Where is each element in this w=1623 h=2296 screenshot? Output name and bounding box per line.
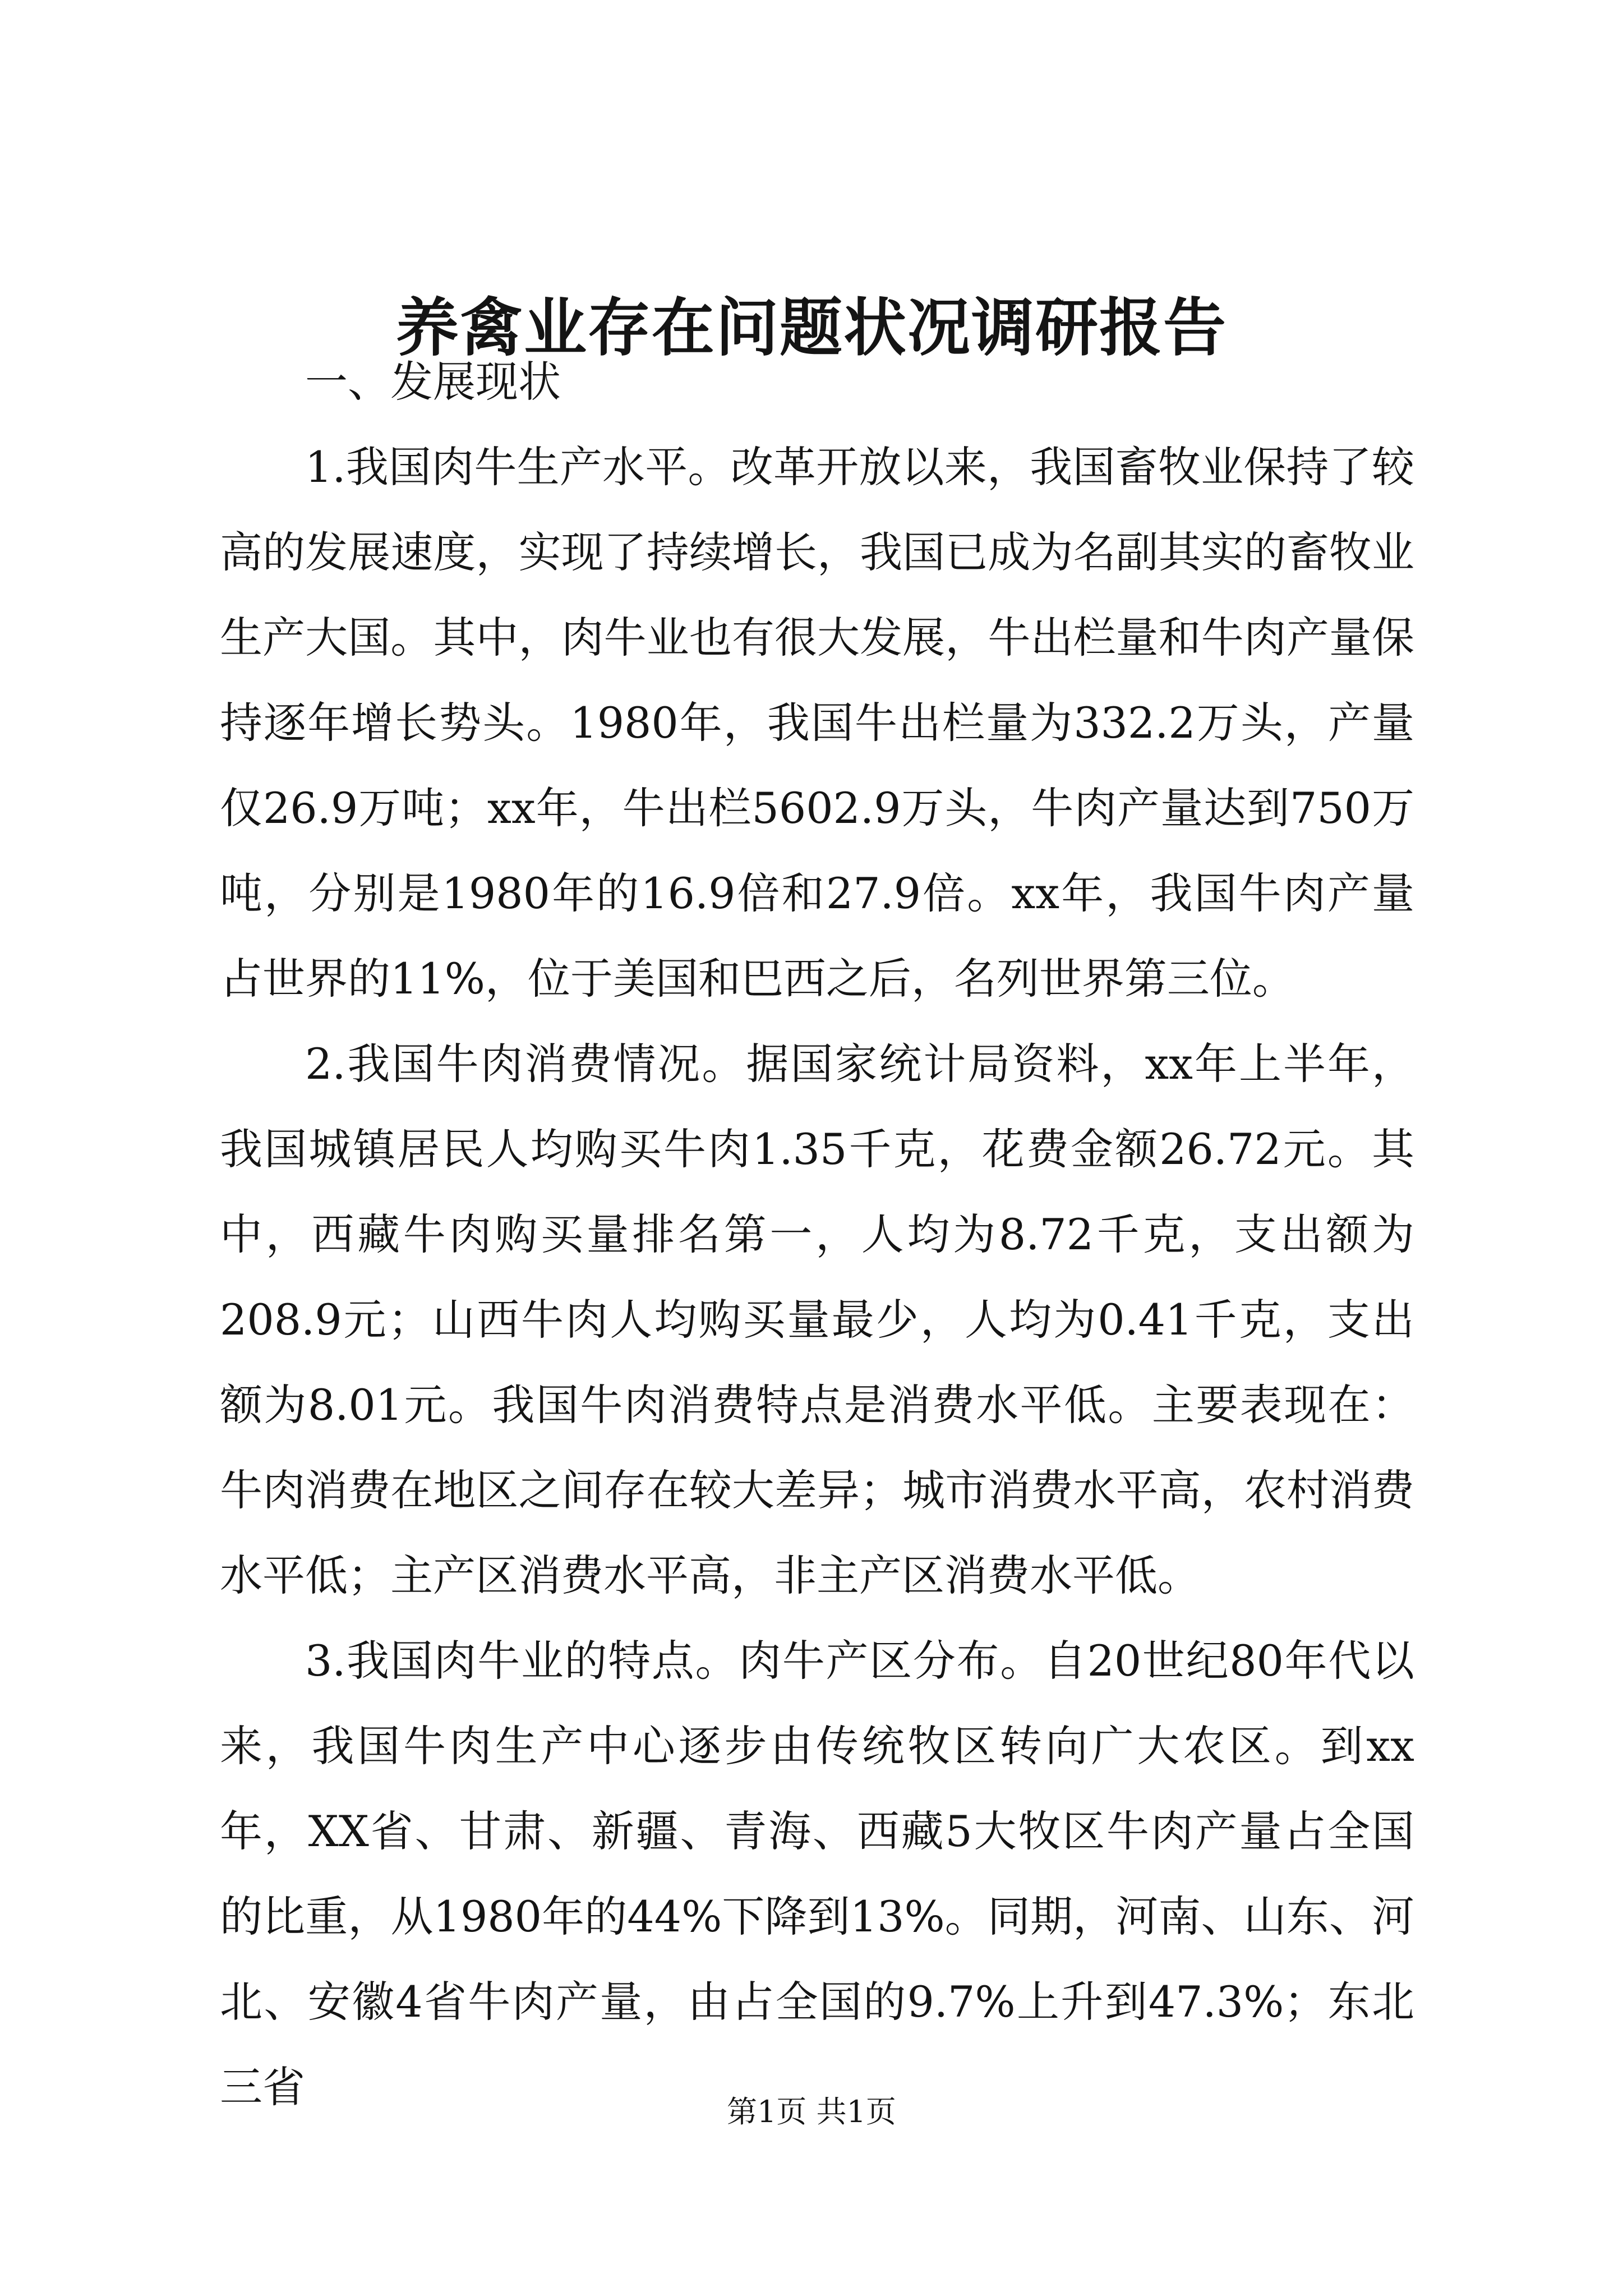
- page-footer: 第1页 共1页: [727, 2094, 896, 2129]
- document-body: [220, 339, 1414, 2130]
- paragraph-1: 1.我国肉牛生产水平。改革开放以来，我国畜牧业保持了较高的发展速度，实现了持续增长，我国已成为名副其实的畜牧业生产大国。其中，肉牛业也有很大发展，牛出栏量和牛肉产量保持逐年增长势头。1980年，我国牛出栏量为332.2万头，产量仅26.9万吨；xx年，牛出栏5602.9万头，牛肉产量达到750万吨，分别是1980年的16.9倍和27.9倍。xx年，我国牛肉产量占世界的11%，位于美国和巴西之后，名列世界第三位。: [220, 442, 1414, 1004]
- paragraph-3: 3.我国肉牛业的特点。肉牛产区分布。自20世纪80年代以来，我国牛肉生产中心逐步由传统牧区转向广大农区。到xx年，XX省、甘肃、新疆、青海、西藏5大牧区牛肉产量占全国的比重，从1980年的44%下降到13%。同期，河南、山东、河北、安徽4省牛肉产量，由占全国的9.7%上升到47.3%；东北三省: [220, 1636, 1414, 2112]
- paragraph-2: 2.我国牛肉消费情况。据国家统计局资料，xx年上半年，我国城镇居民人均购买牛肉1.35千克，花费金额26.72元。其中，西藏牛肉购买量排名第一，人均为8.72千克，支出额为208.9元；山西牛肉人均购买量最少，人均为0.41千克，支出额为8.01元。我国牛肉消费特点是消费水平低。主要表现在：牛肉消费在地区之间存在较大差异；城市消费水平高，农村消费水平低；主产区消费水平高，非主产区消费水平低。: [220, 1039, 1414, 1600]
- document-title: 养禽业存在问题状况调研报告: [396, 291, 1227, 365]
- section-heading: 一、发展现状: [305, 357, 561, 407]
